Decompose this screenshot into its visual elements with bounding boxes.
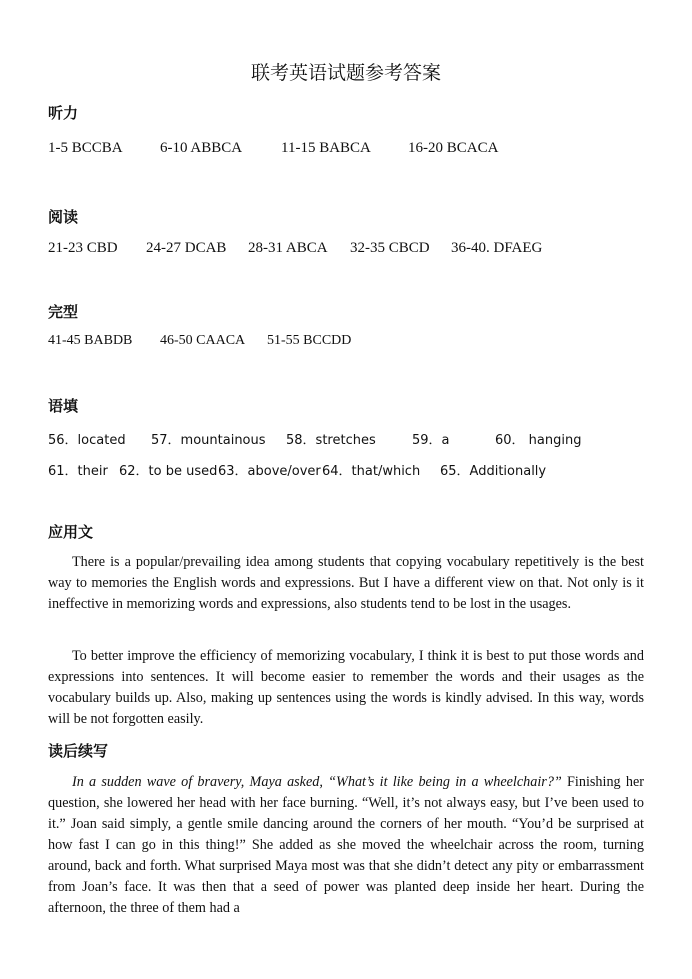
answer-item: 65．Additionally <box>440 464 547 479</box>
answer-group: 32-35 CBCD <box>350 240 430 256</box>
answer-item: 62．to be used <box>119 464 218 479</box>
answer-group: 21-23 CBD <box>48 240 118 256</box>
answer-group: 24-27 DCAB <box>146 240 227 256</box>
answer-item: 58．stretches <box>286 433 376 448</box>
section-heading-writing: 应用文 <box>48 523 94 541</box>
answer-item: 61．their <box>48 464 108 479</box>
answer-group: 6-10 ABBCA <box>160 140 243 156</box>
answer-group: 51-55 BCCDD <box>267 333 352 348</box>
answer-item: 63．above/over <box>218 464 321 479</box>
answer-group: 28-31 ABCA <box>248 240 328 256</box>
writing-paragraph-2: To better improve the efficiency of memorizing vocabulary, I think it is best to put those words and expressions into sentences. It will become easier to remember the words and their usages as the vocabulary builds up. Also, making up sentences using the words is kindly advised. In this way, words will be not forgotten easily. <box>48 648 644 727</box>
answer-item: 60． hanging <box>495 433 582 448</box>
section-heading-cloze: 完型 <box>48 303 79 321</box>
continuation-paragraph <box>48 772 644 919</box>
answer-item: 56．located <box>48 433 126 448</box>
continuation-body: Finishing her question, she lowered her head with her face burning. “Well, it’s not always easy, but I’ve been used to it.” Joan said simply, a gentle smile dancing around the corners of her mouth. “You’d be surprised at how fast I can go in this thing!” She added as she moved the wheelchair across the room, turning around, back and forth. What surprised Maya most was that she didn’t detect any pity or embarrassment from Joan’s face. It was then that a seed of power was planted deep inside her heart. During the afternoon, the three of them had a <box>48 774 644 916</box>
page-title: 联考英语试题参考答案 <box>250 62 441 84</box>
section-heading-grammar-fill: 语填 <box>48 397 79 415</box>
answer-group: 16-20 BCACA <box>408 140 499 156</box>
answer-group: 1-5 BCCBA <box>48 140 123 156</box>
writing-paragraph-1: There is a popular/prevailing idea among students that copying vocabulary repetitively is the best way to memories the English words and expressions. But I have a different view on that. Not only is it ineffective in memorizing words and expressions, also students tend to be lost in the usages. <box>48 554 644 612</box>
continuation-lead-sentence: In a sudden wave of bravery, Maya asked, “What’s it like being in a wheelchair?” <box>72 774 562 790</box>
answer-item: 64．that/which <box>322 464 421 479</box>
answer-group: 11-15 BABCA <box>281 140 371 156</box>
answer-group: 41-45 BABDB <box>48 333 133 348</box>
answer-group: 36-40. DFAEG <box>451 240 543 256</box>
answer-item: 59．a <box>412 433 450 448</box>
section-heading-continuation: 读后续写 <box>48 742 109 760</box>
answer-group: 46-50 CAACA <box>160 333 246 348</box>
answer-item: 57．mountainous <box>151 433 266 448</box>
section-heading-reading: 阅读 <box>48 208 79 226</box>
section-heading-listening: 听力 <box>48 104 79 122</box>
